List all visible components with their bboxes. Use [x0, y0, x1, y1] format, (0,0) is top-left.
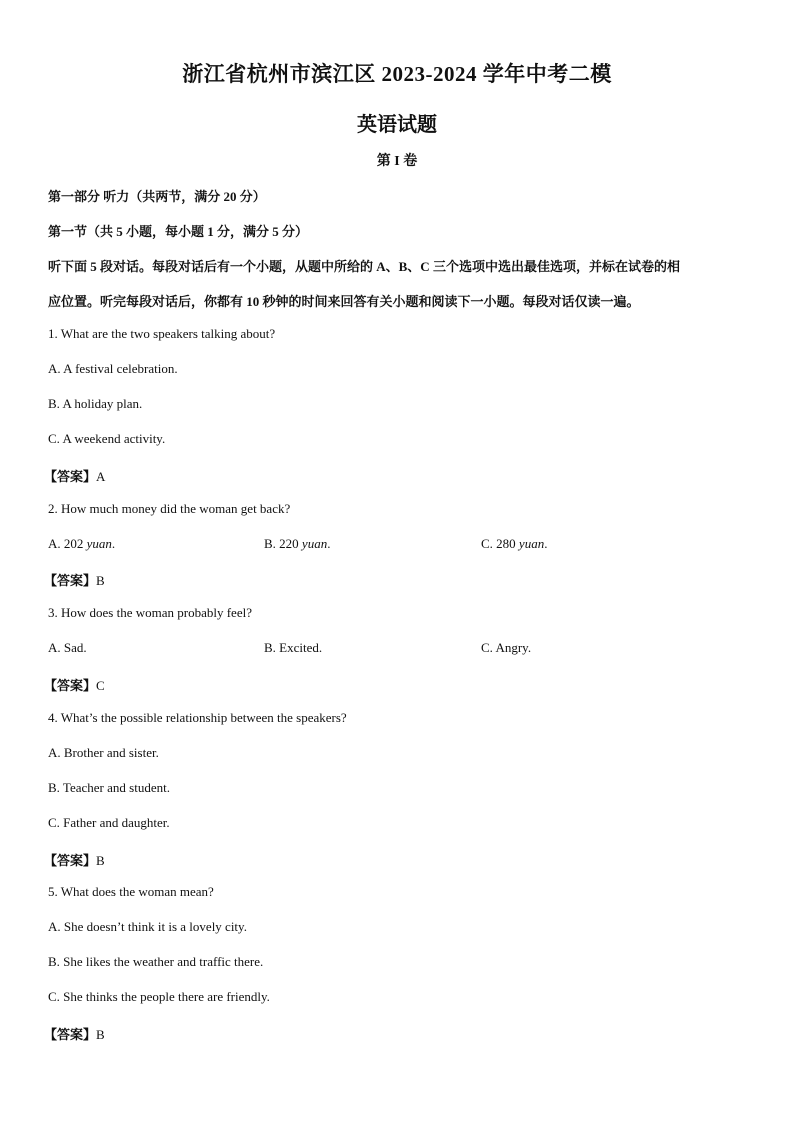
option-b	[264, 536, 330, 552]
option-b: B. She likes the weather and traffic there.	[48, 954, 264, 969]
answer-value: B	[96, 1027, 105, 1042]
option-unit: yuan	[301, 536, 328, 551]
option-c	[481, 536, 547, 552]
answer-value: B	[96, 573, 105, 588]
answer-label: 【答案】	[44, 469, 97, 484]
section-heading: 第一节（共 5 小题，每小题 1 分，满分 5 分）	[48, 224, 309, 239]
option-c: C. She thinks the people there are friendly.	[48, 989, 270, 1004]
option-unit: yuan	[86, 536, 112, 551]
option-b: B. Teacher and student.	[48, 780, 170, 795]
option-text: C. 280	[481, 536, 519, 551]
question-stem: 2. How much money did the woman get back?	[48, 501, 291, 516]
question-stem: 3. How does the woman probably feel?	[48, 605, 252, 620]
option-a: A. A festival celebration.	[48, 361, 178, 376]
question-stem: 5. What does the woman mean?	[48, 884, 214, 899]
option-b: B. Excited.	[264, 640, 323, 655]
option-a: A. Brother and sister.	[48, 745, 159, 760]
answer-label: 【答案】	[44, 678, 97, 693]
instruction-line-2: 应位置。听完每段对话后，你都有 10 秒钟的时间来回答有关小题和阅读下一小题。每段对话仅读一遍。	[48, 294, 640, 309]
option-b: B. A holiday plan.	[48, 396, 143, 411]
option-c: C. A weekend activity.	[48, 431, 166, 446]
option-a	[48, 536, 115, 552]
volume-label: 第 I 卷	[376, 154, 418, 169]
answer-line	[44, 570, 105, 589]
answer-label: 【答案】	[44, 573, 97, 588]
answer-label: 【答案】	[44, 1027, 97, 1042]
question-stem: 1. What are the two speakers talking about?	[48, 326, 276, 341]
answer-line	[44, 850, 105, 869]
answer-line	[44, 1024, 105, 1043]
answer-value: A	[96, 469, 106, 484]
option-unit: yuan	[518, 536, 545, 551]
answer-value: C	[96, 678, 105, 693]
question-stem: 4. What’s the possible relationship between the speakers?	[48, 710, 347, 725]
option-c: C. Angry.	[481, 640, 532, 655]
option-text: A. 202	[48, 536, 87, 551]
exam-title: 浙江省杭州市滨江区 2023-2024 学年中考二模	[182, 62, 612, 86]
answer-line	[44, 675, 105, 694]
option-suffix: .	[544, 536, 548, 551]
answer-value: B	[96, 853, 105, 868]
answer-label: 【答案】	[44, 853, 97, 868]
answer-line	[44, 466, 105, 485]
option-text: B. 220	[264, 536, 302, 551]
option-suffix: .	[111, 536, 116, 551]
exam-subtitle: 英语试题	[357, 114, 437, 136]
option-suffix: .	[327, 536, 331, 551]
option-a: A. Sad.	[48, 640, 87, 655]
option-a: A. She doesn’t think it is a lovely city.	[48, 919, 247, 934]
option-c: C. Father and daughter.	[48, 815, 170, 830]
part-heading: 第一部分 听力（共两节，满分 20 分）	[48, 189, 266, 204]
instruction-line-1: 听下面 5 段对话。每段对话后有一个小题，从题中所给的 A、B、C 三个选项中选出最佳选项，并标在试卷的相	[48, 259, 680, 274]
